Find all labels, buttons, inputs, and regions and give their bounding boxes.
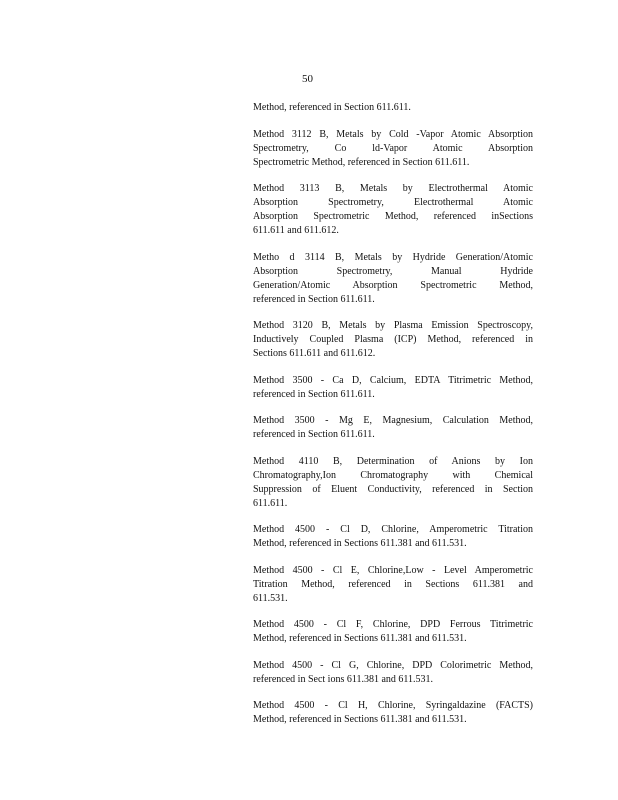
entry-line: Inductively Coupled Plasma (ICP) Method, referenced in bbox=[253, 334, 533, 345]
method-entry bbox=[253, 374, 533, 402]
method-entry bbox=[253, 455, 533, 511]
method-entry bbox=[253, 699, 533, 727]
entry-line: Spectrometry, Co ld-Vapor Atomic Absorption bbox=[253, 142, 533, 154]
entry-line: Method, referenced in Sections 611.381 and 611.531. bbox=[253, 538, 467, 549]
entry-line: Method, referenced in Section 611.611. bbox=[253, 102, 411, 113]
entry-line: Sections 611.611 and 611.612. bbox=[253, 348, 376, 359]
method-reference-list bbox=[253, 101, 533, 740]
entry-line: Method 4110 B, Determination of Anions by Ion bbox=[253, 455, 533, 467]
entry-line: Absorption Spectrometry, Electrothermal Atomic bbox=[253, 197, 533, 208]
method-entry bbox=[253, 414, 533, 442]
entry-line: referenced in Section 611.611. bbox=[253, 429, 375, 440]
entry-line: Absorption Spectrometry, Manual Hydride bbox=[253, 265, 533, 277]
entry-line: Method 4500 - Cl D, Chlorine, Amperometric Titration bbox=[253, 524, 533, 535]
entry-line: 611.531. bbox=[253, 592, 288, 604]
entry-line: 611.611 and 611.612. bbox=[253, 225, 339, 236]
entry-line: Method 3500 - Mg E, Magnesium, Calculation Method, bbox=[253, 415, 533, 426]
entry-line: referenced in Section 611.611. bbox=[253, 293, 375, 305]
entry-line: Method 4500 - Cl G, Chlorine, DPD Colorimetric Method, bbox=[253, 659, 533, 671]
entry-line: Generation/Atomic Absorption Spectrometric Method, bbox=[253, 279, 533, 291]
method-entry bbox=[253, 319, 533, 361]
page-number: 50 bbox=[302, 73, 313, 85]
method-entry bbox=[253, 618, 533, 646]
entry-line: Method 4500 - Cl F, Chlorine, DPD Ferrous Titrimetric bbox=[253, 619, 533, 630]
entry-line: Method 4500 - Cl H, Chlorine, Syringaldazine (FACTS) bbox=[253, 700, 533, 711]
method-entry bbox=[253, 101, 533, 115]
entry-line: Method, referenced in Sections 611.381 and 611.531. bbox=[253, 633, 467, 644]
entry-line: Absorption Spectrometric Method, referenced inSections bbox=[253, 211, 533, 222]
entry-line: 611.611. bbox=[253, 497, 288, 509]
method-entry bbox=[253, 128, 533, 170]
entry-line: Method 3113 B, Metals by Electrothermal Atomic bbox=[253, 183, 533, 194]
entry-line: Suppression of Eluent Conductivity, referenced in Section bbox=[253, 483, 533, 495]
method-entry bbox=[253, 659, 533, 687]
entry-line: Method, referenced in Sections 611.381 and 611.531. bbox=[253, 714, 467, 725]
entry-line: Method 3120 B, Metals by Plasma Emission Spectroscopy, bbox=[253, 320, 533, 331]
entry-line: Metho d 3114 B, Metals by Hydride Generation/Atomic bbox=[253, 251, 533, 263]
entry-line: referenced in Section 611.611. bbox=[253, 388, 375, 400]
entry-line: Titration Method, referenced in Sections 611.381 and bbox=[253, 578, 533, 590]
method-entry bbox=[253, 564, 533, 606]
method-entry bbox=[253, 523, 533, 551]
entry-line: Method 3500 - Ca D, Calcium, EDTA Titrimetric Method, bbox=[253, 374, 533, 386]
entry-line: Method 4500 - Cl E, Chlorine,Low - Level Amperometric bbox=[253, 564, 533, 576]
entry-line: referenced in Sect ions 611.381 and 611.531. bbox=[253, 673, 434, 685]
entry-line: Chromatography,Ion Chromatography with Chemical bbox=[253, 469, 533, 481]
entry-line: Spectrometric Method, referenced in Section 611.611. bbox=[253, 156, 470, 168]
method-entry bbox=[253, 182, 533, 238]
method-entry bbox=[253, 251, 533, 307]
entry-line: Method 3112 B, Metals by Cold -Vapor Atomic Absorption bbox=[253, 128, 533, 140]
